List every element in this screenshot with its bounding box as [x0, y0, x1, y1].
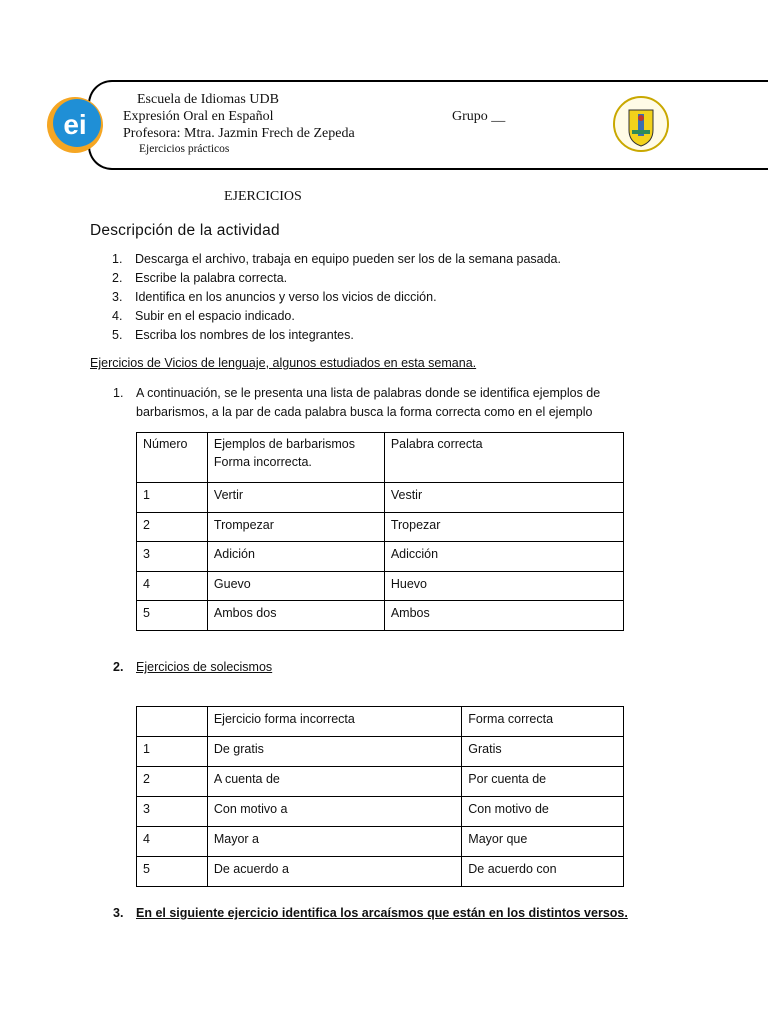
table-cell: Adición — [207, 542, 384, 572]
table-cell: 4 — [137, 571, 208, 601]
table-row — [137, 571, 624, 601]
description-heading: Descripción de la actividad — [90, 222, 280, 239]
exercise-3-heading: 3. En el siguiente ejercicio identifica los arcaísmos que están en los distintos versos. — [113, 906, 628, 920]
solecismos-table — [136, 706, 624, 887]
table-cell: Huevo — [384, 571, 623, 601]
table-cell: 2 — [137, 512, 208, 542]
course-name: Expresión Oral en Español — [123, 109, 274, 124]
page-title: EJERCICIOS — [224, 189, 302, 204]
table-cell: 4 — [137, 827, 208, 857]
table-cell: Ambos — [384, 601, 623, 631]
table-cell: 3 — [137, 797, 208, 827]
table-header-cell: Ejercicio forma incorrecta — [207, 707, 461, 737]
ei-logo-text: ei — [63, 109, 87, 140]
steps-list — [112, 250, 561, 345]
table-row — [137, 512, 624, 542]
udb-seal-icon — [612, 94, 670, 156]
table-cell: Tropezar — [384, 512, 623, 542]
table-header-cell: Forma correcta — [462, 707, 624, 737]
table-cell: Mayor a — [207, 827, 461, 857]
table-cell: Adicción — [384, 542, 623, 572]
table-cell: De acuerdo a — [207, 857, 461, 887]
table-cell: 1 — [137, 737, 208, 767]
table-cell: Con motivo de — [462, 797, 624, 827]
list-item: 3. Identifica en los anuncios y verso los vicios de dicción. — [112, 290, 437, 304]
table-row — [137, 857, 624, 887]
table-header-cell: Número — [137, 433, 208, 483]
table-cell: Vertir — [207, 483, 384, 513]
school-name: Escuela de Idiomas UDB — [137, 92, 279, 107]
table-row — [137, 737, 624, 767]
table-header-cell: Palabra correcta — [384, 433, 623, 483]
table-header-row — [137, 707, 624, 737]
table-header-cell — [137, 707, 208, 737]
table-cell: Trompezar — [207, 512, 384, 542]
header-subtitle: Ejercicios prácticos — [139, 143, 230, 155]
table-row — [137, 542, 624, 572]
list-item: 1. Descarga el archivo, trabaja en equipo pueden ser los de la semana pasada. — [112, 252, 561, 266]
table-cell: Mayor que — [462, 827, 624, 857]
table-cell: Ambos dos — [207, 601, 384, 631]
table-cell: Con motivo a — [207, 797, 461, 827]
table-row — [137, 797, 624, 827]
table-cell: 1 — [137, 483, 208, 513]
list-item: 2. Escribe la palabra correcta. — [112, 271, 288, 285]
table-cell: De gratis — [207, 737, 461, 767]
table-cell: 3 — [137, 542, 208, 572]
table-cell: Por cuenta de — [462, 767, 624, 797]
exercise-2-heading: 2. Ejercicios de solecismos — [113, 660, 273, 674]
table-row — [137, 767, 624, 797]
table-row — [137, 601, 624, 631]
table-cell: A cuenta de — [207, 767, 461, 797]
table-cell: Vestir — [384, 483, 623, 513]
section-heading: Ejercicios de Vicios de lenguaje, algunos estudiados en esta semana. — [90, 356, 477, 370]
table-cell: 5 — [137, 601, 208, 631]
ei-logo-icon — [46, 96, 104, 154]
table-header-cell: Ejemplos de barbarismos Forma incorrecta. — [207, 433, 384, 483]
exercise-1-instructions: 1. A continuación, se le presenta una lista de palabras donde se identifica ejemplos de barbarismos, a la par de cada palabra busca la forma correcta como en el ejemplo — [113, 386, 601, 419]
table-row — [137, 827, 624, 857]
table-cell: Guevo — [207, 571, 384, 601]
teacher-name: Profesora: Mtra. Jazmin Frech de Zepeda — [123, 126, 355, 141]
table-row — [137, 483, 624, 513]
list-item: 5. Escriba los nombres de los integrantes. — [112, 328, 354, 342]
group-field: Grupo __ — [452, 109, 506, 124]
table-cell: 5 — [137, 857, 208, 887]
barbarismos-table — [136, 432, 624, 631]
table-cell: 2 — [137, 767, 208, 797]
table-header-row — [137, 433, 624, 483]
table-cell: Gratis — [462, 737, 624, 767]
table-cell: De acuerdo con — [462, 857, 624, 887]
list-item: 4. Subir en el espacio indicado. — [112, 309, 295, 323]
